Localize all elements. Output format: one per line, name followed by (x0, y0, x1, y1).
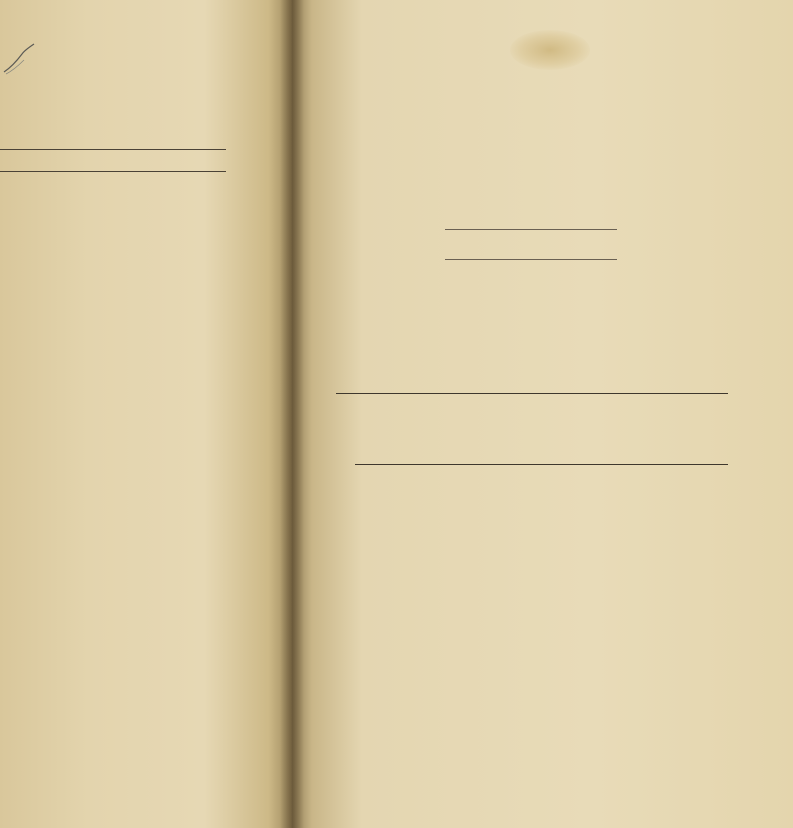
subtitle-rule (445, 229, 617, 230)
book-gutter (280, 0, 304, 828)
pen-mark-icon (2, 42, 38, 76)
top-rule-1 (0, 149, 226, 150)
top-rule-2 (0, 171, 226, 172)
title-rule (445, 259, 617, 260)
paper-stain (510, 30, 590, 70)
chapter-rule-bottom (355, 464, 728, 465)
left-page (0, 0, 292, 828)
chapter-rule-top (336, 393, 728, 394)
right-page (292, 0, 793, 828)
